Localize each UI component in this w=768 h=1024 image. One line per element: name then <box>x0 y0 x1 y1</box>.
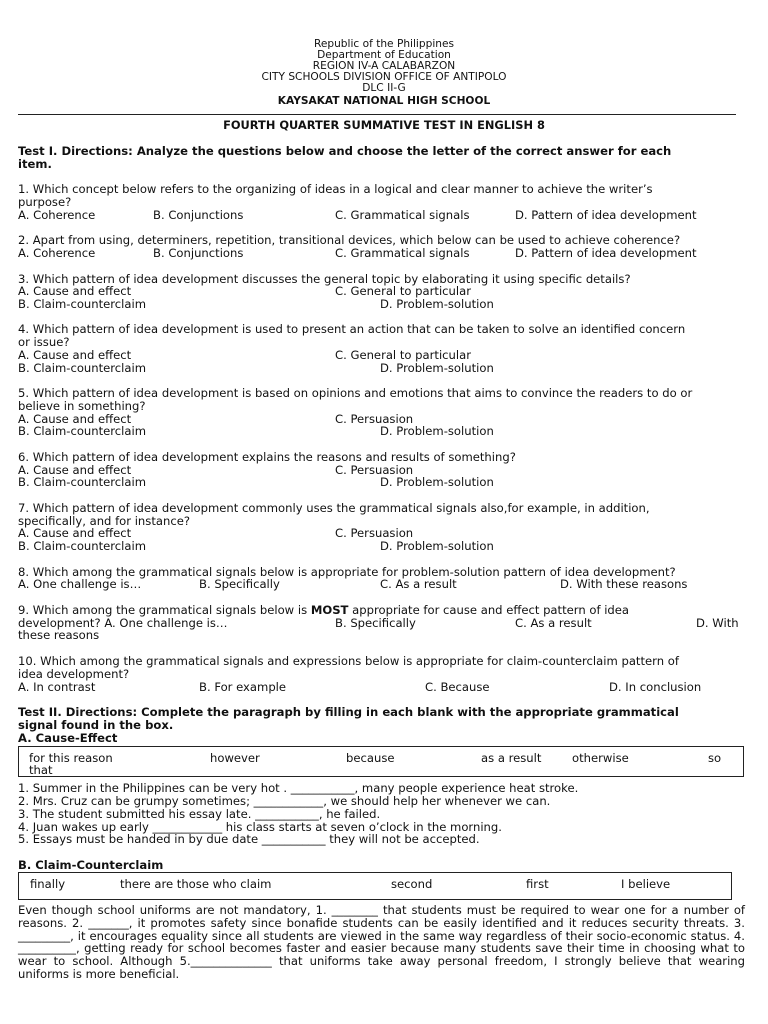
header-divider <box>18 114 736 115</box>
q2-choice-a: A. Coherence <box>18 246 96 260</box>
q1-choice-b: B. Conjunctions <box>153 208 244 222</box>
q9-choice-d: D. With <box>696 616 739 630</box>
q6-choice-b: B. Claim-counterclaim <box>18 475 147 489</box>
claim-counterclaim-word-box <box>18 872 732 900</box>
q1-choice-c: C. Grammatical signals <box>335 208 470 222</box>
question-9-text-start: 9. Which among the grammatical signals below is <box>18 603 311 617</box>
q5-choice-c: C. Persuasion <box>335 412 414 426</box>
q7-choice-c: C. Persuasion <box>335 526 414 540</box>
cause-effect-item-3: 3. The student submitted his essay late. ___________, he failed. <box>18 807 381 821</box>
q8-choice-b: B. Specifically <box>199 577 280 591</box>
q5-choice-d: D. Problem-solution <box>380 424 494 438</box>
question-4: 4. Which pattern of idea development is used to present an action that can be taken to solve an identified concern <box>18 322 686 336</box>
q6-choice-c: C. Persuasion <box>335 463 414 477</box>
header-region: REGION IV-A CALABARZON <box>312 60 456 72</box>
q3-choice-a: A. Cause and effect <box>18 284 132 298</box>
q7-choice-a: A. Cause and effect <box>18 526 132 540</box>
q1-choice-a: A. Coherence <box>18 208 96 222</box>
question-4-cont: or issue? <box>18 335 70 349</box>
word-option: so <box>708 751 722 765</box>
q1-choice-d: D. Pattern of idea development <box>515 208 697 222</box>
question-8: 8. Which among the grammatical signals below is appropriate for problem-solution pattern of idea development? <box>18 565 676 579</box>
question-10-cont: idea development? <box>18 667 130 681</box>
q4-choice-b: B. Claim-counterclaim <box>18 361 147 375</box>
q6-choice-a: A. Cause and effect <box>18 463 132 477</box>
header-dlc: DLC II-G <box>362 82 406 94</box>
test1-directions: Test I. Directions: Analyze the questions below and choose the letter of the correct answer for each <box>18 144 672 158</box>
q3-choice-b: B. Claim-counterclaim <box>18 297 147 311</box>
header-school: KAYSAKAT NATIONAL HIGH SCHOOL <box>277 95 491 107</box>
word-option: second <box>391 877 433 891</box>
q2-choice-b: B. Conjunctions <box>153 246 244 260</box>
q9-choice-d-cont: these reasons <box>18 628 100 642</box>
q9-choice-c: C. As a result <box>515 616 592 630</box>
question-6: 6. Which pattern of idea development explains the reasons and results of something? <box>18 450 516 464</box>
q10-choice-b: B. For example <box>199 680 287 694</box>
q2-choice-d: D. Pattern of idea development <box>515 246 697 260</box>
question-5: 5. Which pattern of idea development is based on opinions and emotions that aims to convince the readers to do or <box>18 386 693 400</box>
header-republic: Republic of the Philippines <box>313 38 455 50</box>
cause-effect-item-1: 1. Summer in the Philippines can be very hot . ___________, many people experience heat stroke. <box>18 781 579 795</box>
question-7-cont: specifically, and for instance? <box>18 514 190 528</box>
q5-choice-b: B. Claim-counterclaim <box>18 424 147 438</box>
q3-choice-c: C. General to particular <box>335 284 471 298</box>
test2-directions: Test II. Directions: Complete the paragraph by filling in each blank with the appropriate grammatical <box>18 705 679 719</box>
question-9-text-end: appropriate for cause and effect pattern of idea <box>348 603 630 617</box>
q10-choice-a: A. In contrast <box>18 680 96 694</box>
word-option: finally <box>30 877 66 891</box>
test2-directions-cont: signal found in the box. <box>18 718 174 732</box>
word-option: I believe <box>621 877 671 891</box>
q5-choice-a: A. Cause and effect <box>18 412 132 426</box>
header-department: Department of Education <box>317 49 451 61</box>
part-b-heading: B. Claim-Counterclaim <box>18 858 164 872</box>
question-10: 10. Which among the grammatical signals and expressions below is appropriate for claim-counterclaim pattern of <box>18 654 679 668</box>
q9-choice-a: development? A. One challenge is… <box>18 616 228 630</box>
question-5-cont: believe in something? <box>18 399 146 413</box>
question-1: 1. Which concept below refers to the organizing of ideas in a logical and clear manner to achieve the writer’s <box>18 182 653 196</box>
claim-counterclaim-paragraph: Even though school uniforms are not mandatory, 1. ________ that students must be required to wear one for a number of reasons. 2. _______, it promotes safety since bonafide students can be easily identified and it reduces security threats. 3. _________, it encourages equality since all students are viewed in the same way regardless of their socio-economic status. 4. __________, getting ready for school becomes faster and easier because many students save their time in choosing what to wear to school. Although 5.______________ that uniforms take away personal freedom, I strongly believe that wearing uniforms is more beneficial. <box>18 903 745 981</box>
q7-choice-b: B. Claim-counterclaim <box>18 539 147 553</box>
word-option: first <box>526 877 549 891</box>
word-option: as a result <box>481 751 542 765</box>
header-division: CITY SCHOOLS DIVISION OFFICE OF ANTIPOLO <box>261 71 507 83</box>
q3-choice-d: D. Problem-solution <box>380 297 494 311</box>
word-option: because <box>346 751 395 765</box>
word-option: however <box>210 751 260 765</box>
q2-choice-c: C. Grammatical signals <box>335 246 470 260</box>
q4-choice-d: D. Problem-solution <box>380 361 494 375</box>
cause-effect-item-2: 2. Mrs. Cruz can be grumpy sometimes; ____________, we should help her whenever we can. <box>18 794 551 808</box>
question-3: 3. Which pattern of idea development discusses the general topic by elaborating it using specific details? <box>18 272 631 286</box>
question-1-cont: purpose? <box>18 195 72 209</box>
test-title: FOURTH QUARTER SUMMATIVE TEST IN ENGLISH 8 <box>223 118 545 132</box>
q8-choice-c: C. As a result <box>380 577 457 591</box>
part-a-heading: A. Cause-Effect <box>18 731 118 745</box>
test1-directions-cont: item. <box>18 157 52 171</box>
word-option: otherwise <box>572 751 629 765</box>
q10-choice-d: D. In conclusion <box>609 680 702 694</box>
question-9-emphasis: MOST <box>310 603 349 617</box>
q4-choice-c: C. General to particular <box>335 348 471 362</box>
q7-choice-d: D. Problem-solution <box>380 539 494 553</box>
q9-choice-b: B. Specifically <box>335 616 416 630</box>
q8-choice-a: A. One challenge is… <box>18 577 142 591</box>
word-option: there are those who claim <box>120 877 272 891</box>
q8-choice-d: D. With these reasons <box>560 577 688 591</box>
cause-effect-item-4: 4. Juan wakes up early ____________ his class starts at seven o’clock in the morning. <box>18 820 502 834</box>
word-option: for this reason <box>29 751 113 765</box>
q6-choice-d: D. Problem-solution <box>380 475 494 489</box>
question-2: 2. Apart from using, determiners, repetition, transitional devices, which below can be used to achieve coherence? <box>18 233 681 247</box>
q4-choice-a: A. Cause and effect <box>18 348 132 362</box>
cause-effect-word-box <box>18 746 744 777</box>
cause-effect-item-5: 5. Essays must be handed in by due date ___________ they will not be accepted. <box>18 832 480 846</box>
question-7: 7. Which pattern of idea development commonly uses the grammatical signals also,for example, in addition, <box>18 501 650 515</box>
q10-choice-c: C. Because <box>425 680 490 694</box>
word-option: that <box>29 763 53 777</box>
